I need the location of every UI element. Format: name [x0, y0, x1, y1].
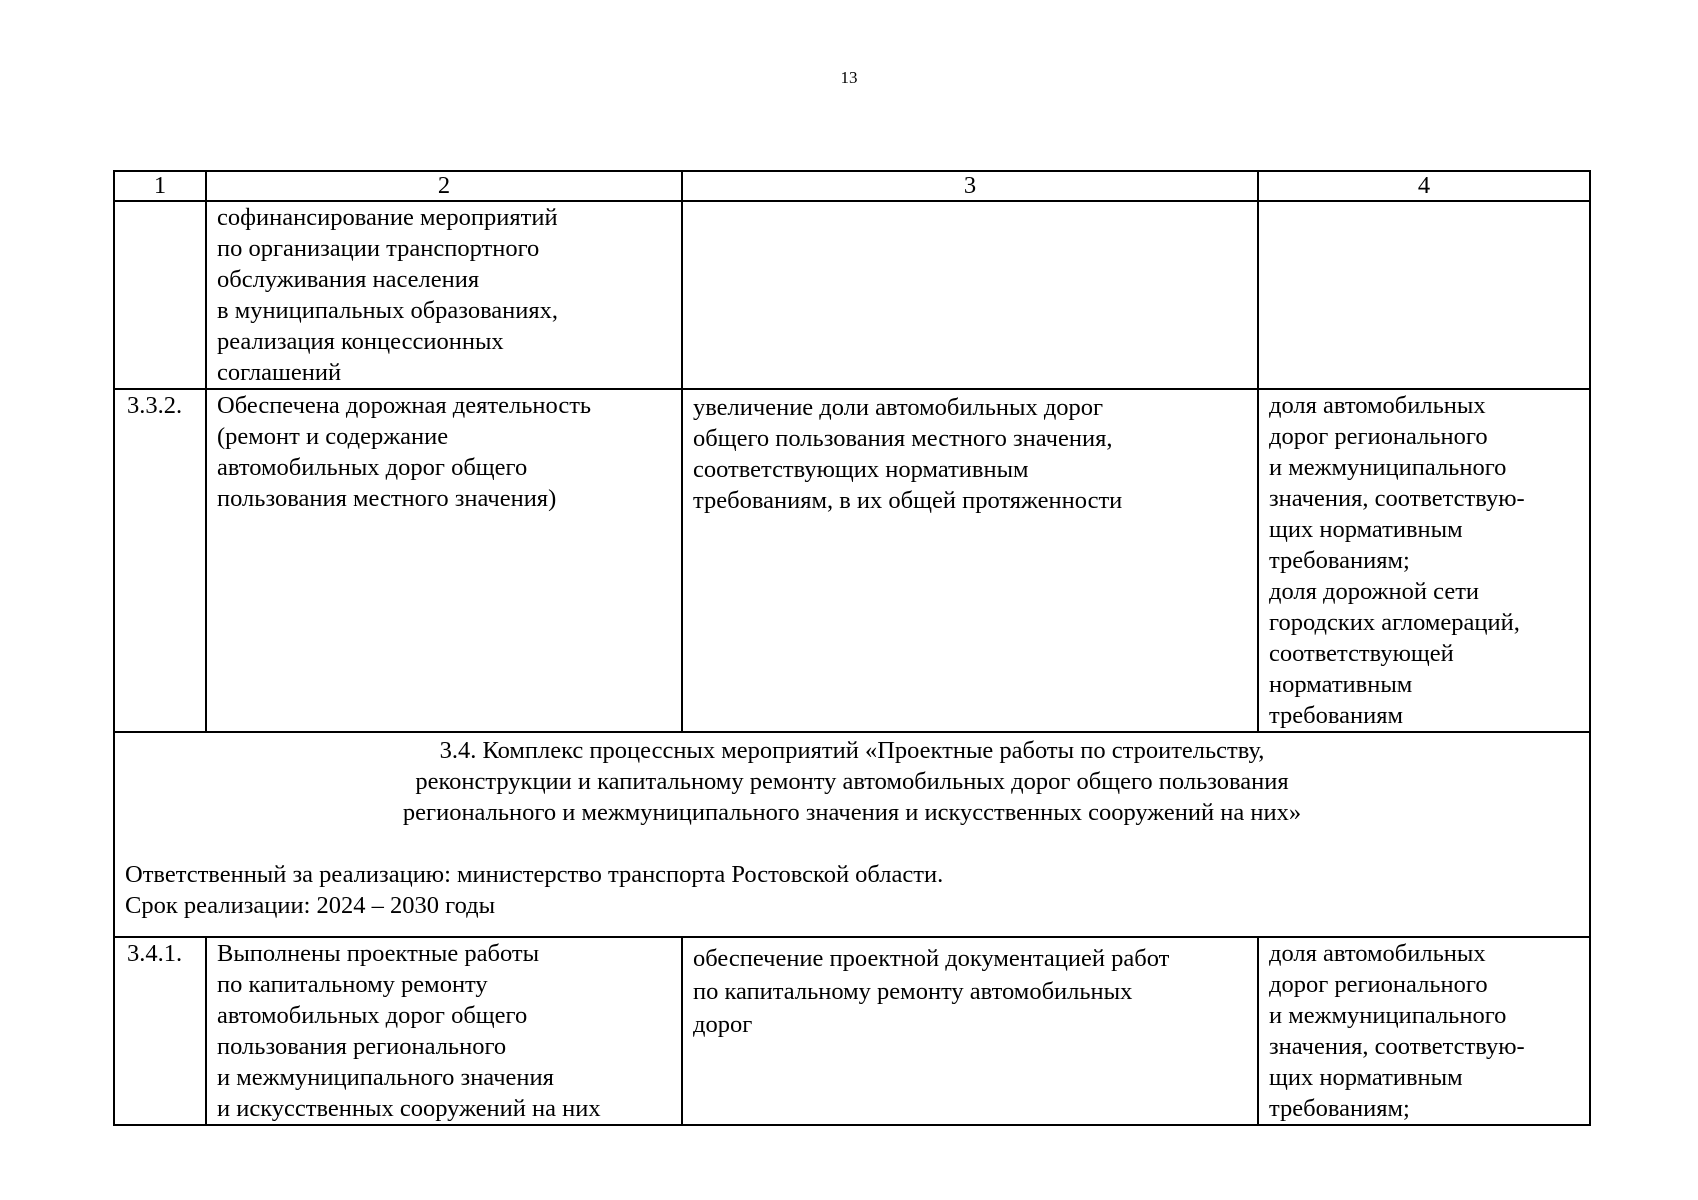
section-title-line: 3.4. Комплекс процессных мероприятий «Проектные работы по строительству,	[439, 737, 1265, 764]
cell-text-line: нормативным	[1269, 671, 1413, 698]
cell-text-line: пользования местного значения)	[217, 485, 557, 512]
cell-text-line: (ремонт и содержание	[217, 423, 449, 450]
cell-text-line: Обеспечена дорожная деятельность	[217, 392, 592, 419]
cell-text-line: доля автомобильных	[1269, 940, 1486, 967]
indicator-cell	[1258, 201, 1590, 389]
cell-text-line: дорог	[693, 1011, 753, 1038]
task-cell	[206, 389, 682, 732]
cell-text-line: софинансирование мероприятий	[217, 204, 558, 231]
cell-text-line: реализация концессионных	[217, 328, 504, 355]
section-title	[125, 735, 1579, 828]
column-number-1: 1	[114, 171, 206, 201]
responsible-text: Ответственный за реализацию: министерство транспорта Ростовской области.	[125, 861, 944, 888]
cell-text-line: соответствующей	[1269, 640, 1454, 667]
cell-text-line: доля дорожной сети	[1269, 578, 1480, 605]
cell-text-line: общего пользования местного значения,	[693, 425, 1113, 452]
cell-text-line: значения, соответствую-	[1269, 485, 1525, 512]
task-cell	[206, 201, 682, 389]
column-number-4: 4	[1258, 171, 1590, 201]
table-row	[114, 201, 1590, 389]
cell-text-line: соглашений	[217, 359, 342, 386]
cell-text-line: обслуживания населения	[217, 266, 480, 293]
cell-text-line: дорог регионального	[1269, 971, 1488, 998]
effect-cell	[682, 389, 1258, 732]
cell-text-line: пользования регионального	[217, 1033, 507, 1060]
indicators-table	[113, 170, 1591, 1126]
cell-text-line: по капитальному ремонту	[217, 971, 488, 998]
section-cell	[114, 732, 1590, 937]
cell-text-line: по капитальному ремонту автомобильных	[693, 978, 1133, 1005]
cell-text-line: соответствующих нормативным	[693, 456, 1029, 483]
cell-text-line: автомобильных дорог общего	[217, 454, 528, 481]
section-header-row	[114, 732, 1590, 937]
cell-text-line: требованиям;	[1269, 547, 1410, 574]
cell-text-line: значения, соответствую-	[1269, 1033, 1525, 1060]
cell-text-line: щих нормативным	[1269, 1064, 1463, 1091]
indicator-cell	[1258, 937, 1590, 1125]
cell-text-line: требованиям	[1269, 702, 1403, 729]
cell-text-line: автомобильных дорог общего	[217, 1002, 528, 1029]
section-title-line: реконструкции и капитальному ремонту автомобильных дорог общего пользования	[415, 768, 1289, 795]
cell-text-line: Выполнены проектные работы	[217, 940, 540, 967]
cell-text-line: требованиям;	[1269, 1095, 1410, 1122]
column-number-2: 2	[206, 171, 682, 201]
cell-text-line: требованиям, в их общей протяженности	[693, 487, 1123, 514]
column-number-3: 3	[682, 171, 1258, 201]
cell-text-line: и межмуниципального	[1269, 454, 1507, 481]
table-row	[114, 937, 1590, 1125]
effect-cell	[682, 937, 1258, 1125]
cell-text-line: обеспечение проектной документацией работ	[693, 945, 1170, 972]
row-number-cell: 3.3.2.	[114, 389, 206, 732]
section-title-line: регионального и межмуниципального значения и искусственных сооружений на них»	[402, 799, 1302, 826]
page-number: 13	[840, 68, 858, 87]
row-number-cell: 3.4.1.	[114, 937, 206, 1125]
effect-cell	[682, 201, 1258, 389]
cell-text-line: увеличение доли автомобильных дорог	[693, 394, 1104, 421]
cell-text-line: городских агломераций,	[1269, 609, 1520, 636]
table-header-row	[114, 171, 1590, 201]
table-row	[114, 389, 1590, 732]
cell-text-line: и искусственных сооружений на них	[217, 1095, 601, 1122]
cell-text-line: доля автомобильных	[1269, 392, 1486, 419]
cell-text-line: в муниципальных образованиях,	[217, 297, 559, 324]
cell-text-line: по организации транспортного	[217, 235, 540, 262]
cell-text-line: щих нормативным	[1269, 516, 1463, 543]
indicator-cell	[1258, 389, 1590, 732]
cell-text-line: дорог регионального	[1269, 423, 1488, 450]
term-text: Срок реализации: 2024 – 2030 годы	[125, 892, 496, 919]
task-cell	[206, 937, 682, 1125]
cell-text-line: и межмуниципального	[1269, 1002, 1507, 1029]
cell-text-line: и межмуниципального значения	[217, 1064, 554, 1091]
row-number-cell	[114, 201, 206, 389]
